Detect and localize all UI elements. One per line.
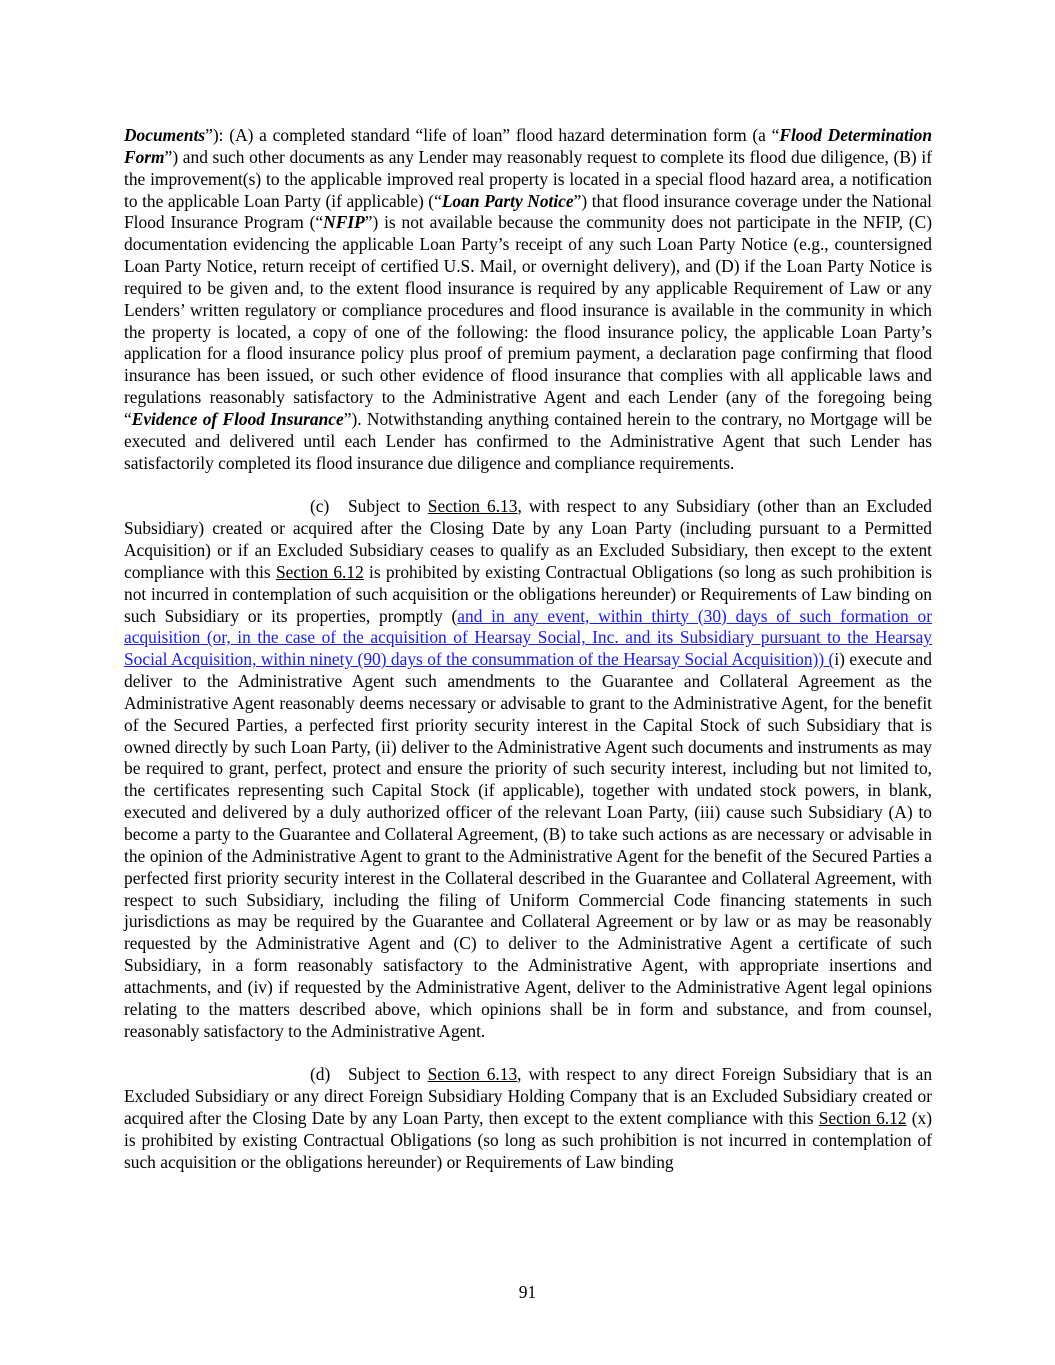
text-run: Subject to [348, 1064, 428, 1085]
page-number: 91 [518, 1282, 537, 1302]
inserted-text: and in any event, within thirty (30) days of such formation or acquisition (or, in the case of the acquisition of Hearsay Social, Inc. and its Subsidiary pursuant to the Hearsay Social Acquisition, within ninety (90) days of the consummation of the Hearsay Social Acquisition)) ( [124, 605, 932, 670]
defined-term: Loan Party Notice [441, 190, 574, 211]
section-reference: Section 6.13 [427, 496, 518, 517]
text-run: ”) that flood insurance coverage under the National Flood Insurance Program (“ [124, 190, 932, 233]
document-page [124, 125, 932, 1174]
section-reference: Section 6.12 [818, 1107, 907, 1128]
paragraph-d [124, 1064, 932, 1173]
text-run: ”) is not available because the community does not participate in the NFIP, (C) documentation evidencing the applicable Loan Party’s receipt of any such Loan Party Notice (e.g., countersigned Loan Party Notice, return receipt of certified U.S. Mail, or overnight delivery), and (D) if the Loan Party Notice is required to be given and, to the extent flood insurance is required by any applicable Requirement of Law or any Lenders’ written regulatory or compliance procedures and flood insurance is available in the community in which the property is located, a copy of one of the following: the flood insurance policy, the applicable Loan Party’s application for a flood insurance policy plus proof of premium payment, a declaration page confirming that flood insurance has been issued, or such other evidence of flood insurance that complies with all applicable laws and regulations reasonably satisfactory to the Administrative Agent and each Lender (any of the foregoing being “ [124, 212, 932, 429]
defined-term: Documents [124, 125, 206, 145]
text-run: ”) and such other documents as any Lender may reasonably request to complete its flood due diligence, (B) if the improvement(s) to the applicable improved real property is located in a special flood hazard area, a notification to the applicable Loan Party (if applicable) (“ [124, 146, 932, 211]
text-run: , with respect to any Subsidiary (other than an Excluded Subsidiary) created or acquired after the Closing Date by any Loan Party (including pursuant to a Permitted Acquisition) or if an Excluded Subsidiary ceases to qualify as an Excluded Subsidiary, then except to the extent compliance with this [124, 496, 932, 582]
section-reference: Section 6.13 [427, 1064, 518, 1085]
paragraph-c [124, 496, 932, 1042]
text-run: i) execute and deliver to the Administrative Agent such amendments to the Guarantee and Collateral Agreement as the Administrative Agent reasonably deems necessary or advisable to grant to the Administrative Agent, for the benefit of the Secured Parties, a perfected first priority security interest in the Capital Stock of such Subsidiary that is owned directly by such Loan Party, (ii) deliver to the Administrative Agent such documents and instruments as may be required to grant, perfect, protect and ensure the priority of such security interest, including but not limited to, the certificates representing such Capital Stock (if applicable), together with undated stock powers, in blank, executed and delivered by a duly authorized officer of the relevant Loan Party, (iii) cause such Subsidiary (A) to become a party to the Guarantee and Collateral Agreement, (B) to take such actions as are necessary or advisable in the opinion of the Administrative Agent to grant to the Administrative Agent for the benefit of the Secured Parties a perfected first priority security interest in the Collateral described in the Guarantee and Collateral Agreement, with respect to such Subsidiary, including the filing of Uniform Commercial Code financing statements in such jurisdictions as may be required by the Guarantee and Collateral Agreement or by law or as may be reasonably requested by the Administrative Agent and (C) to deliver to the Administrative Agent a certificate of such Subsidiary, in a form reasonably satisfactory to the Administrative Agent, with appropriate insertions and attachments, and (iv) if requested by the Administrative Agent, deliver to the Administrative Agent legal opinions relating to the matters described above, which opinions shall be in form and substance, and from counsel, reasonably satisfactory to the Administrative Agent. [124, 649, 932, 1041]
text-run: , with respect to any direct Foreign Subsidiary that is an Excluded Subsidiary or any direct Foreign Subsidiary Holding Company that is an Excluded Subsidiary created or acquired after the Closing Date by any Loan Party, then except to the extent compliance with this [124, 1064, 933, 1128]
defined-term: Evidence of Flood Insurance [131, 408, 344, 429]
paragraph-label: (c) [310, 496, 330, 517]
paragraph-label: (d) [310, 1064, 331, 1085]
text-run: is prohibited by existing Contractual Obligations (so long as such prohibition is not incurred in contemplation of such acquisition or the obligations hereunder) or Requirements of Law binding on such Subsidiary or its properties, promptly ( [124, 561, 932, 626]
text-run: ”): (A) a completed standard “life of loan” flood hazard determination form (a “ [205, 125, 780, 145]
text-run: ”). Notwithstanding anything contained herein to the contrary, no Mortgage will be executed and delivered until each Lender has confirmed to the Administrative Agent that such Lender has satisfactorily completed its flood insurance due diligence and compliance requirements. [124, 408, 932, 473]
defined-term: Flood Determination Form [124, 125, 932, 167]
defined-term: NFIP [323, 212, 365, 233]
text-run: (x) is prohibited by existing Contractual Obligations (so long as such prohibition is not incurred in contemplation of such acquisition or the obligations hereunder) or Requirements of Law binding [124, 1107, 932, 1172]
section-reference: Section 6.12 [275, 561, 364, 582]
paragraph-b-continued [124, 125, 932, 475]
text-run: Subject to [348, 496, 428, 517]
